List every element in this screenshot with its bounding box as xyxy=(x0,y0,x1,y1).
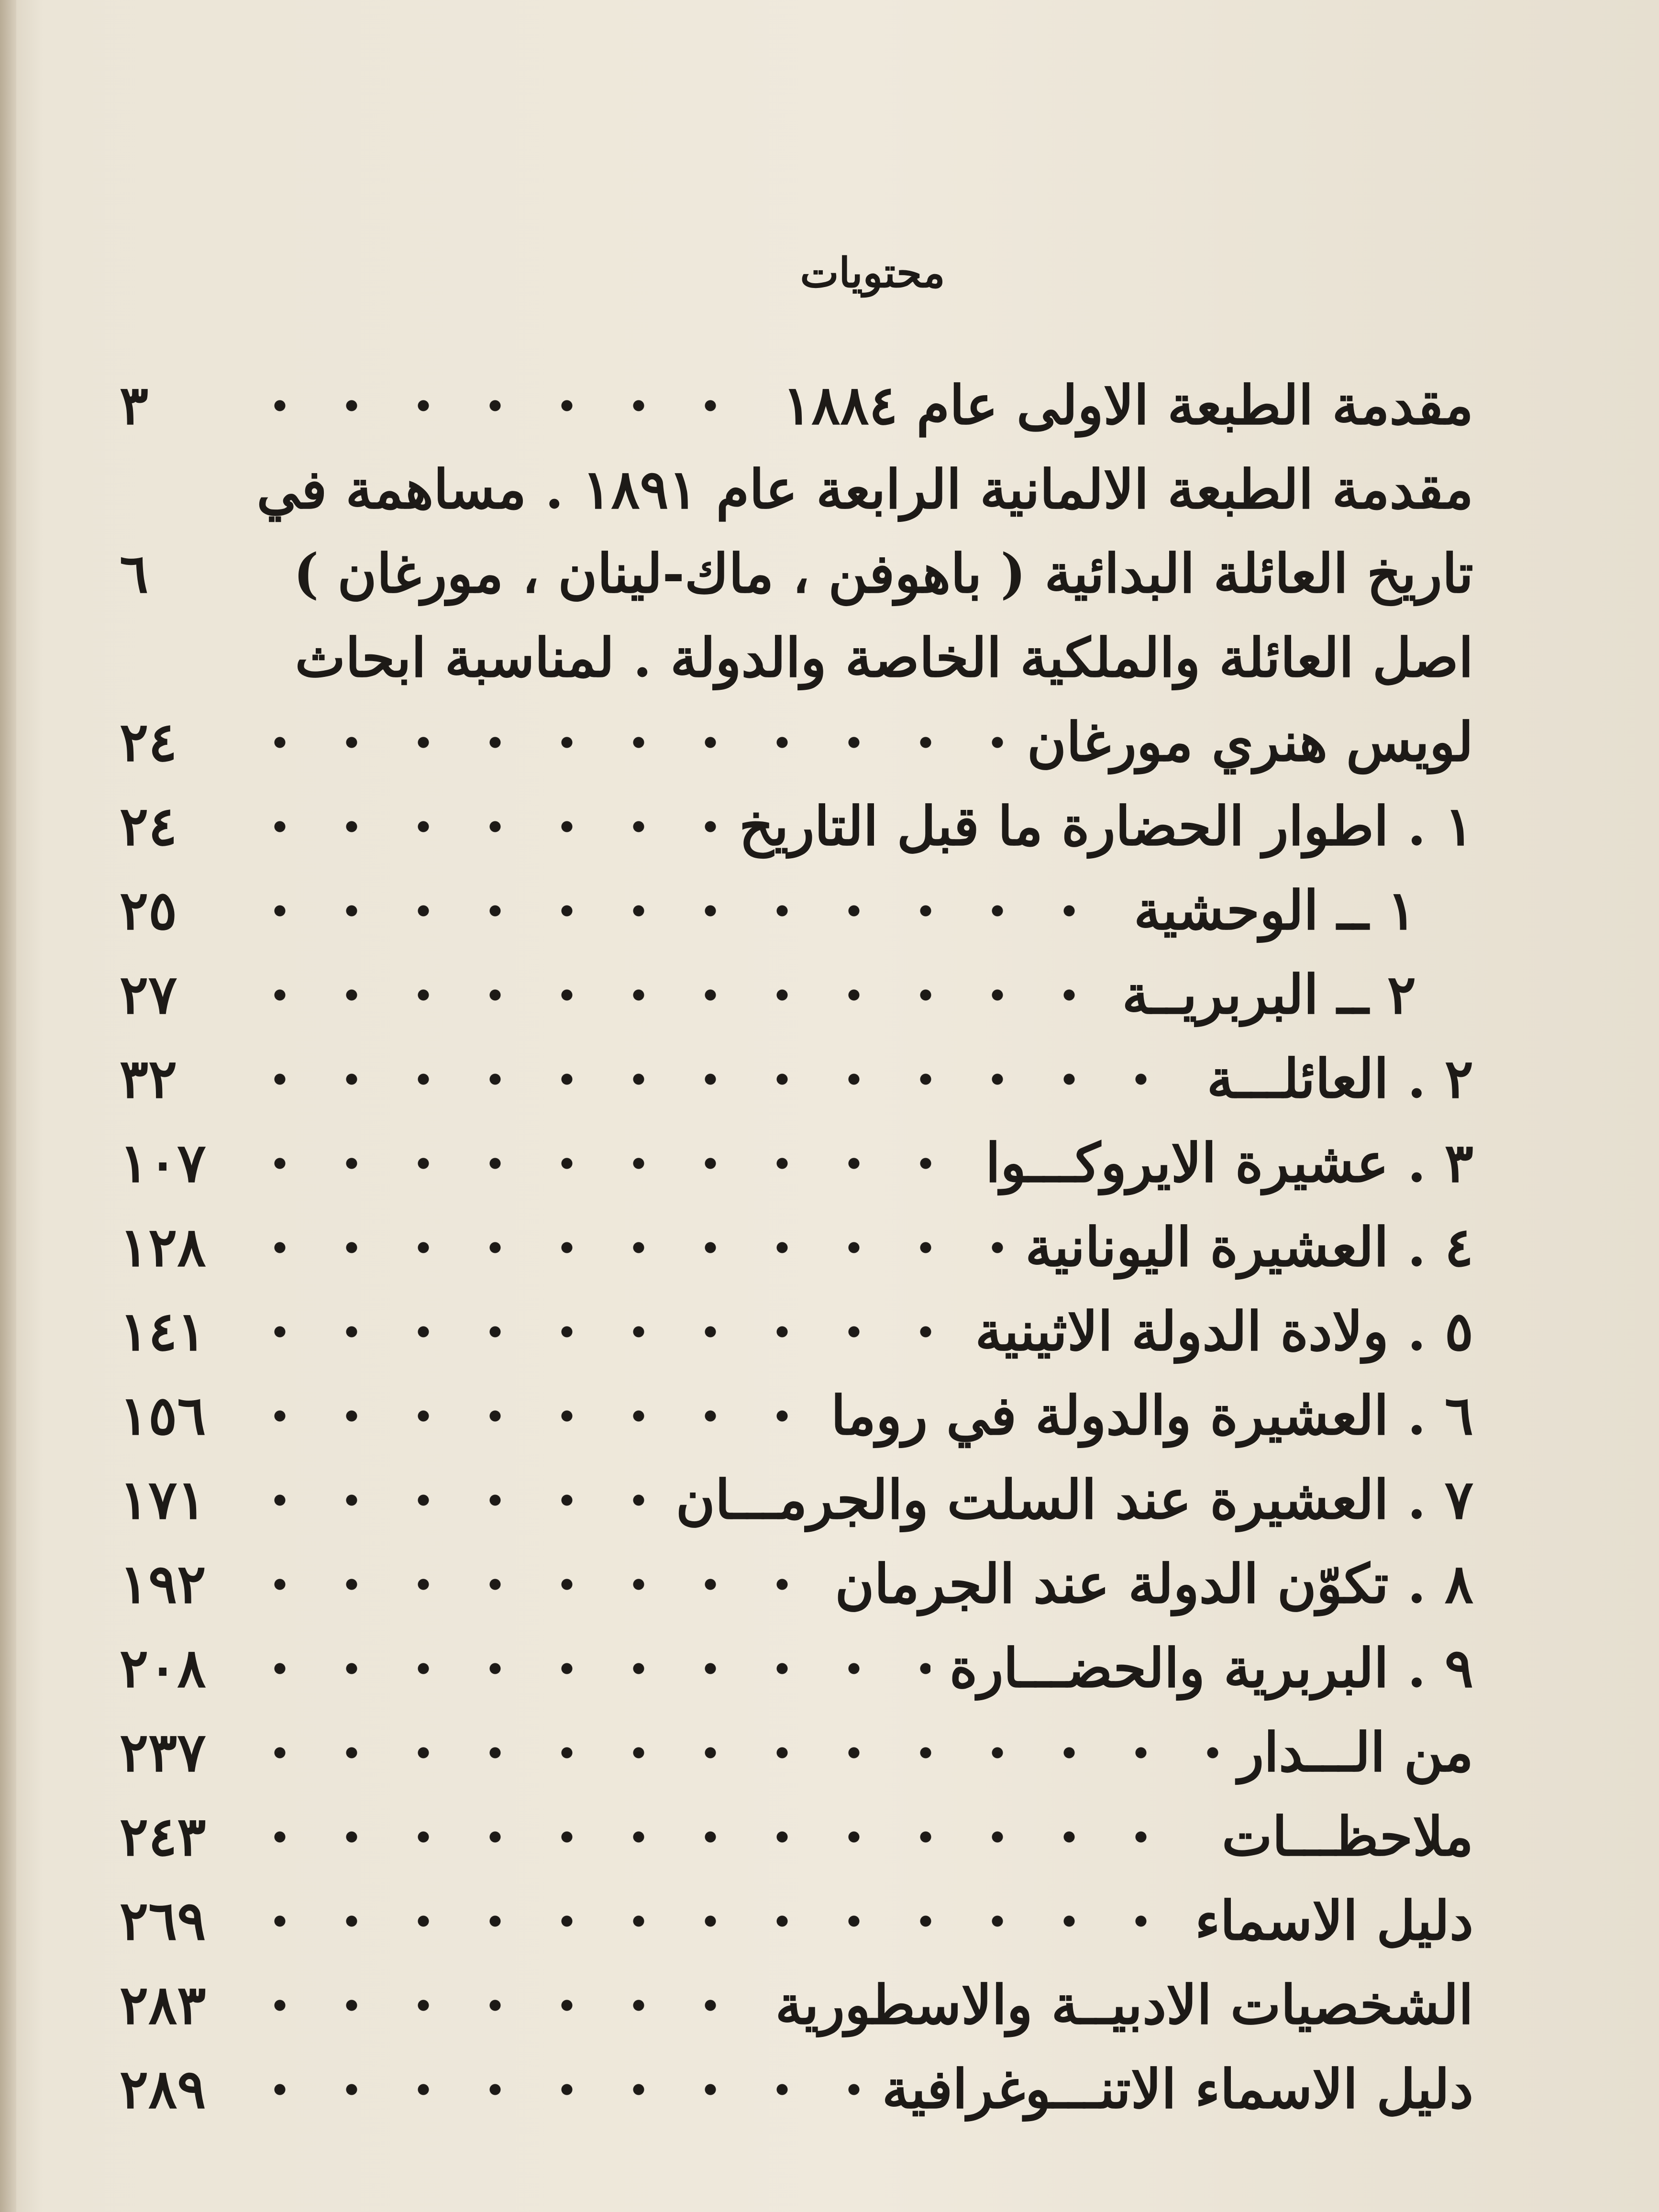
toc-entry-title: ٨ . تكوّن الدولة عند الجرمان xyxy=(835,1553,1473,1615)
toc-entry xyxy=(120,1290,1473,1374)
toc-entry xyxy=(120,1037,1473,1121)
page-binding-edge xyxy=(0,0,16,2212)
toc-entry-title: مقدمة الطبعة الالمانية الرابعة عام ١٨٩١ . مساهمة في xyxy=(256,458,1473,521)
toc-page-number: ١٤١ xyxy=(120,1300,206,1363)
toc-entry-title: ١ . اطوار الحضارة ما قبل التاريخ xyxy=(739,795,1473,858)
toc-page-number: ١٥٦ xyxy=(120,1384,206,1447)
dot-leader xyxy=(244,1305,956,1359)
dot-leader xyxy=(244,884,1115,938)
toc-entry-title: ٣ . عشيرة الايروكـــوا xyxy=(985,1132,1473,1194)
dot-leader xyxy=(244,2063,863,2116)
dot-leader xyxy=(244,1137,966,1190)
dot-leader xyxy=(244,716,1008,769)
dot-leader xyxy=(244,1979,756,2032)
toc-entry-title: دليل الاسماء xyxy=(1195,1890,1473,1952)
toc-entry xyxy=(120,1458,1473,1542)
toc-entry xyxy=(120,448,1473,532)
toc-entry xyxy=(120,1711,1473,1795)
toc-entry xyxy=(120,785,1473,869)
toc-entry-title: الشخصيات الادبيــة والاسطورية xyxy=(775,1974,1473,2036)
toc-page-number: ١٩٢ xyxy=(120,1553,206,1615)
toc-entry-title: تاريخ العائلة البدائية ( باهوفن ، ماك-لينان ، مورغان ) xyxy=(293,542,1473,605)
toc-page-number: ٢٤ xyxy=(120,711,177,774)
dot-leader xyxy=(244,1810,1203,1864)
toc-page-number: ٢٧ xyxy=(120,963,177,1026)
toc-entry xyxy=(120,1626,1473,1711)
table-of-contents xyxy=(120,364,1473,2132)
dot-leader xyxy=(244,1473,657,1527)
toc-page-number: ٢٠٨ xyxy=(120,1637,206,1700)
toc-entry-title: ٥ . ولادة الدولة الاثينية xyxy=(975,1300,1473,1363)
toc-entry-title: دليل الاسماء الاتنـــوغرافية xyxy=(882,2058,1473,2121)
dot-leader xyxy=(244,1726,1219,1780)
dot-leader xyxy=(244,1221,1006,1274)
toc-page-number: ١٢٨ xyxy=(120,1216,206,1279)
toc-entry xyxy=(120,532,1473,616)
toc-entry-title: ٩ . البربرية والحضـــارة xyxy=(949,1637,1473,1700)
toc-entry xyxy=(120,953,1473,1037)
dot-leader xyxy=(244,800,720,853)
toc-entry xyxy=(120,364,1473,448)
toc-entry xyxy=(120,869,1473,953)
toc-entry-title: من الـــدار xyxy=(1238,1721,1473,1784)
toc-page-number: ٣ xyxy=(120,374,149,437)
toc-entry-title: لويس هنري مورغان xyxy=(1027,711,1473,774)
toc-entry xyxy=(120,616,1473,700)
toc-page-number: ٢٦٩ xyxy=(120,1890,206,1952)
dot-leader xyxy=(244,968,1103,1022)
toc-page-number: ٦ xyxy=(120,542,149,605)
toc-page-number: ٢٨٣ xyxy=(120,1974,206,2036)
toc-entry xyxy=(120,1542,1473,1626)
toc-entry-title: ٦ . العشيرة والدولة في روما xyxy=(830,1384,1473,1447)
toc-entry xyxy=(120,2047,1473,2132)
dot-leader xyxy=(244,631,276,685)
toc-entry-title: ٢ ــ البربريــة xyxy=(1122,963,1416,1026)
toc-page-number: ٢٣٧ xyxy=(120,1721,206,1784)
toc-page-number: ٢٨٩ xyxy=(120,2058,206,2121)
toc-page-number: ٣٢ xyxy=(120,1048,177,1110)
toc-entry-title: مقدمة الطبعة الاولى عام ١٨٨٤ xyxy=(783,374,1473,437)
toc-page-number: ٢٤ xyxy=(120,795,177,858)
toc-entry-title: اصل العائلة والملكية الخاصة والدولة . لمناسبة ابحاث xyxy=(295,627,1473,689)
toc-entry-title: ٧ . العشيرة عند السلت والجرمـــان xyxy=(675,1469,1473,1531)
toc-entry xyxy=(120,1795,1473,1879)
toc-page-number: ١٠٧ xyxy=(120,1132,206,1194)
toc-entry xyxy=(120,1963,1473,2047)
dot-leader xyxy=(244,1389,812,1443)
toc-page-number: ١٧١ xyxy=(120,1469,206,1531)
toc-page-number: ٢٥ xyxy=(120,879,177,942)
toc-entry-title: ١ ــ الوحشية xyxy=(1134,879,1416,942)
dot-leader xyxy=(244,547,274,601)
dot-leader xyxy=(244,1052,1188,1106)
dot-leader xyxy=(244,1558,816,1611)
toc-entry-title: ٢ . العائلـــة xyxy=(1206,1048,1473,1110)
toc-page-number: ٢٤٣ xyxy=(120,1805,206,1868)
toc-entry xyxy=(120,700,1473,785)
dot-leader xyxy=(244,379,763,432)
dot-leader xyxy=(244,1894,1176,1948)
toc-entry xyxy=(120,1206,1473,1290)
dot-leader xyxy=(244,1642,930,1695)
toc-entry xyxy=(120,1121,1473,1206)
toc-entry xyxy=(120,1879,1473,1963)
toc-entry-title: ٤ . العشيرة اليونانية xyxy=(1025,1216,1473,1279)
page-title: محتويات xyxy=(800,249,945,297)
toc-entry-title: ملاحظـــات xyxy=(1222,1805,1473,1868)
toc-entry xyxy=(120,1374,1473,1458)
